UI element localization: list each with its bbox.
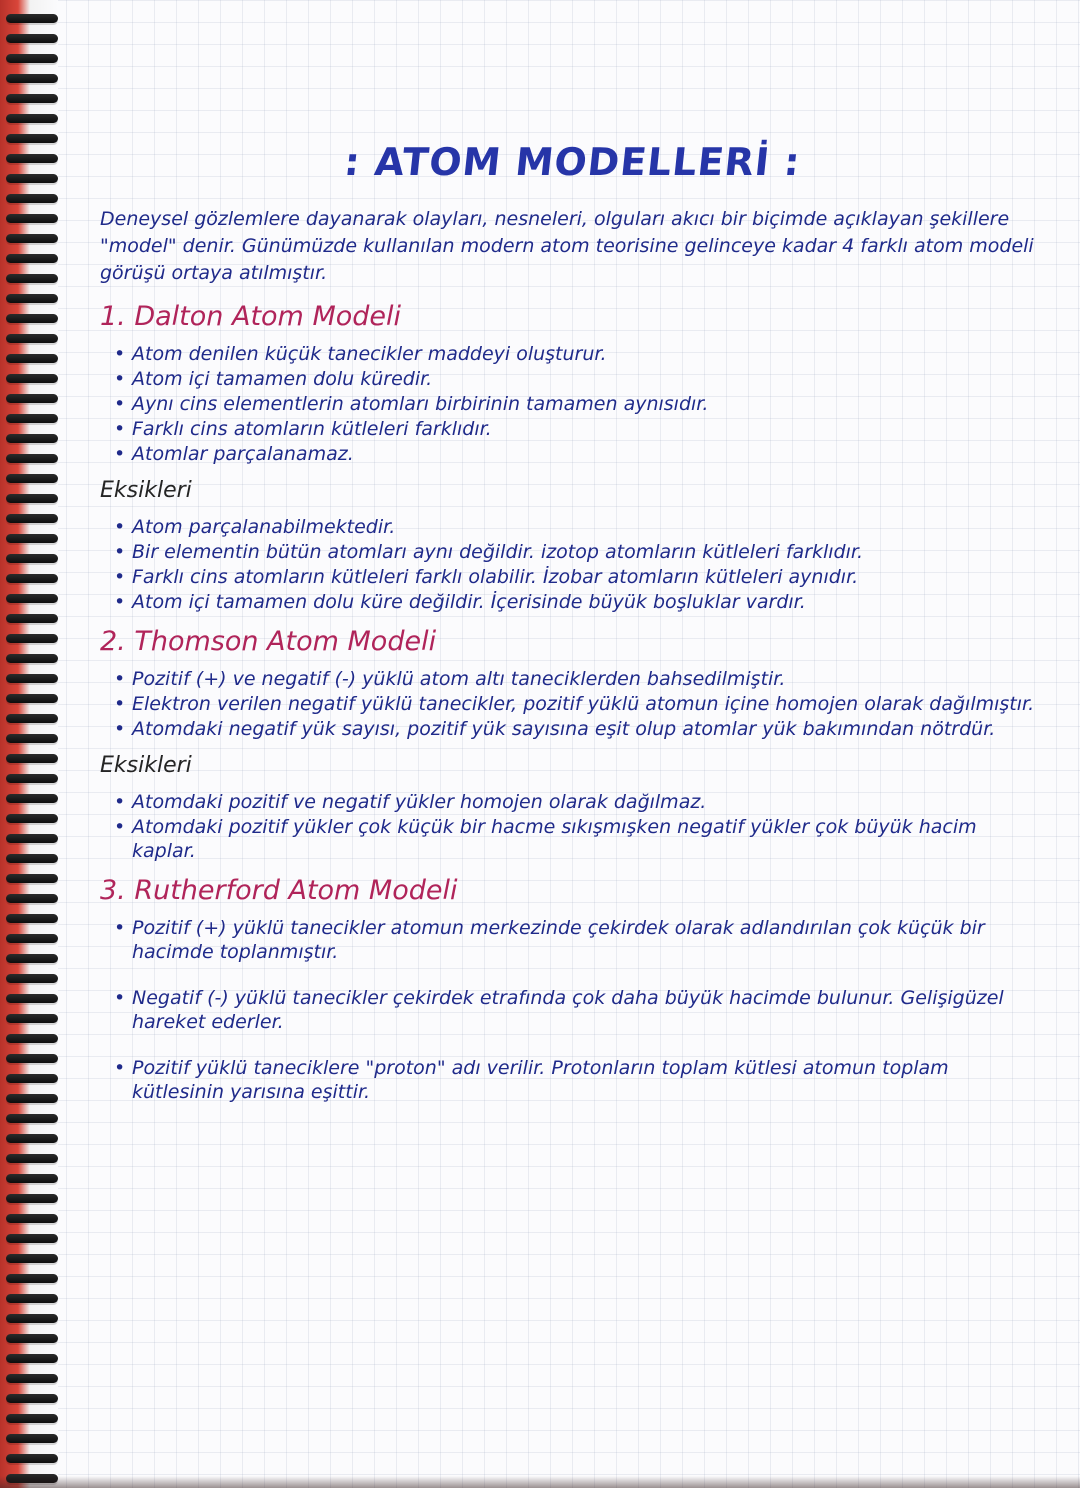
page-title: : ATOM MODELLERİ : bbox=[342, 140, 803, 184]
spiral-ring bbox=[6, 274, 58, 283]
spiral-ring bbox=[6, 574, 58, 583]
spiral-ring bbox=[6, 634, 58, 643]
spiral-ring bbox=[6, 674, 58, 683]
spiral-ring bbox=[6, 1354, 58, 1363]
spiral-ring bbox=[6, 1314, 58, 1323]
section-rutherford bbox=[100, 875, 1045, 1104]
spiral-ring bbox=[6, 114, 58, 123]
list-item: • Atomdaki pozitif ve negatif yükler homojen olarak dağılmaz. bbox=[114, 790, 1045, 814]
eksikler-list bbox=[100, 515, 1045, 614]
list-item: • Pozitif yüklü taneciklere "proton" adı verilir. Protonların toplam kütlesi atomun toplam kütlesinin yarısına eşittir. bbox=[114, 1056, 1045, 1104]
spiral-ring bbox=[6, 34, 58, 43]
spiral-ring bbox=[6, 1054, 58, 1063]
spiral-ring bbox=[6, 394, 58, 403]
spiral-ring bbox=[6, 1034, 58, 1043]
spiral-ring bbox=[6, 1454, 58, 1463]
spiral-ring bbox=[6, 474, 58, 483]
spiral-ring bbox=[6, 614, 58, 623]
spiral-ring bbox=[6, 1154, 58, 1163]
spiral-ring bbox=[6, 934, 58, 943]
spiral-ring bbox=[6, 1014, 58, 1023]
spiral-ring bbox=[6, 534, 58, 543]
spiral-ring bbox=[6, 594, 58, 603]
spiral-ring bbox=[6, 1374, 58, 1383]
spiral-ring bbox=[6, 854, 58, 863]
list-item: • Elektron verilen negatif yüklü tanecikler, pozitif yüklü atomun içine homojen olarak dağılmıştır. bbox=[114, 692, 1045, 716]
list-item: • Bir elementin bütün atomları aynı değildir. izotop atomların kütleleri farklıdır. bbox=[114, 540, 1045, 564]
spiral-ring bbox=[6, 14, 58, 23]
page-bottom-edge bbox=[0, 1476, 1080, 1488]
spiral-ring bbox=[6, 874, 58, 883]
spiral-ring bbox=[6, 1174, 58, 1183]
section-title: 2. Thomson Atom Modeli bbox=[100, 626, 437, 657]
section-title: 3. Rutherford Atom Modeli bbox=[100, 875, 458, 906]
spiral-ring bbox=[6, 894, 58, 903]
spiral-ring bbox=[6, 194, 58, 203]
spiral-ring bbox=[6, 1414, 58, 1423]
spiral-ring bbox=[6, 994, 58, 1003]
eksikler-heading: Eksikleri bbox=[100, 478, 192, 503]
spiral-ring bbox=[6, 1094, 58, 1103]
spiral-ring bbox=[6, 94, 58, 103]
spiral-ring bbox=[6, 774, 58, 783]
spiral-ring bbox=[6, 794, 58, 803]
spiral-ring bbox=[6, 134, 58, 143]
notes-content bbox=[100, 140, 1045, 1116]
spiral-ring bbox=[6, 954, 58, 963]
list-item: • Farklı cins atomların kütleleri farklı olabilir. İzobar atomların kütleleri aynıdır. bbox=[114, 565, 1045, 589]
spiral-ring bbox=[6, 414, 58, 423]
spiral-ring bbox=[6, 1234, 58, 1243]
spiral-ring bbox=[6, 434, 58, 443]
item-list bbox=[100, 916, 1045, 1104]
spiral-ring bbox=[6, 354, 58, 363]
list-item: • Atom içi tamamen dolu küredir. bbox=[114, 367, 1045, 391]
spiral-ring bbox=[6, 1214, 58, 1223]
list-item: • Atom parçalanabilmektedir. bbox=[114, 515, 1045, 539]
spiral-ring bbox=[6, 914, 58, 923]
spiral-ring bbox=[6, 554, 58, 563]
spiral-ring bbox=[6, 174, 58, 183]
spiral-ring bbox=[6, 454, 58, 463]
spiral-ring bbox=[6, 1074, 58, 1083]
list-item: • Atomdaki negatif yük sayısı, pozitif yük sayısına eşit olup atomlar yük bakımından nötrdür. bbox=[114, 717, 1045, 741]
spiral-ring bbox=[6, 1114, 58, 1123]
spiral-ring bbox=[6, 654, 58, 663]
spiral-ring bbox=[6, 814, 58, 823]
spiral-ring bbox=[6, 834, 58, 843]
list-item: • Aynı cins elementlerin atomları birbirinin tamamen aynısıdır. bbox=[114, 392, 1045, 416]
eksikler-heading: Eksikleri bbox=[100, 753, 192, 778]
spiral-ring bbox=[6, 1254, 58, 1263]
spiral-ring bbox=[6, 1274, 58, 1283]
spiral-ring bbox=[6, 1434, 58, 1443]
intro-paragraph: Deneysel gözlemlere dayanarak olayları, nesneleri, olguları akıcı bir biçimde açıklayan şekillere "model" denir. Günümüzde kullanılan modern atom teorisine gelinceye kadar 4 farklı atom modeli görüşü ortaya atılmıştır. bbox=[100, 208, 1034, 284]
list-item: • Atom denilen küçük tanecikler maddeyi oluşturur. bbox=[114, 342, 1045, 366]
list-item: • Farklı cins atomların kütleleri farklıdır. bbox=[114, 417, 1045, 441]
item-list bbox=[100, 342, 1045, 466]
spiral-ring bbox=[6, 1194, 58, 1203]
list-item: • Negatif (-) yüklü tanecikler çekirdek etrafında çok daha büyük hacimde bulunur. Gelişigüzel hareket ederler. bbox=[114, 986, 1045, 1034]
spiral-ring bbox=[6, 214, 58, 223]
spiral-ring bbox=[6, 714, 58, 723]
item-list bbox=[100, 667, 1045, 741]
spiral-ring bbox=[6, 1134, 58, 1143]
spiral-ring bbox=[6, 1394, 58, 1403]
list-item: • Pozitif (+) yüklü tanecikler atomun merkezinde çekirdek olarak adlandırılan çok küçük bir hacimde toplanmıştır. bbox=[114, 916, 1045, 964]
spiral-ring bbox=[6, 314, 58, 323]
section-thomson bbox=[100, 626, 1045, 863]
spiral-ring bbox=[6, 694, 58, 703]
spiral-ring bbox=[6, 974, 58, 983]
spiral-ring bbox=[6, 334, 58, 343]
list-item: • Pozitif (+) ve negatif (-) yüklü atom altı taneciklerden bahsedilmiştir. bbox=[114, 667, 1045, 691]
spiral-ring bbox=[6, 74, 58, 83]
section-title: 1. Dalton Atom Modeli bbox=[100, 301, 402, 332]
spiral-ring bbox=[6, 514, 58, 523]
list-item: • Atom içi tamamen dolu küre değildir. İçerisinde büyük boşluklar vardır. bbox=[114, 590, 1045, 614]
spiral-ring bbox=[6, 254, 58, 263]
spiral-ring bbox=[6, 294, 58, 303]
spiral-ring bbox=[6, 54, 58, 63]
list-item: • Atomlar parçalanamaz. bbox=[114, 442, 1045, 466]
spiral-ring bbox=[6, 1294, 58, 1303]
list-item: • Atomdaki pozitif yükler çok küçük bir hacme sıkışmışken negatif yükler çok büyük hacim kaplar. bbox=[114, 815, 1045, 863]
spiral-ring bbox=[6, 1334, 58, 1343]
notebook-spine bbox=[0, 0, 58, 1488]
spiral-ring bbox=[6, 374, 58, 383]
spiral-ring bbox=[6, 734, 58, 743]
spiral-ring bbox=[6, 754, 58, 763]
spiral-ring bbox=[6, 154, 58, 163]
spiral-ring bbox=[6, 494, 58, 503]
eksikler-list bbox=[100, 790, 1045, 863]
section-dalton bbox=[100, 301, 1045, 614]
spiral-ring bbox=[6, 234, 58, 243]
